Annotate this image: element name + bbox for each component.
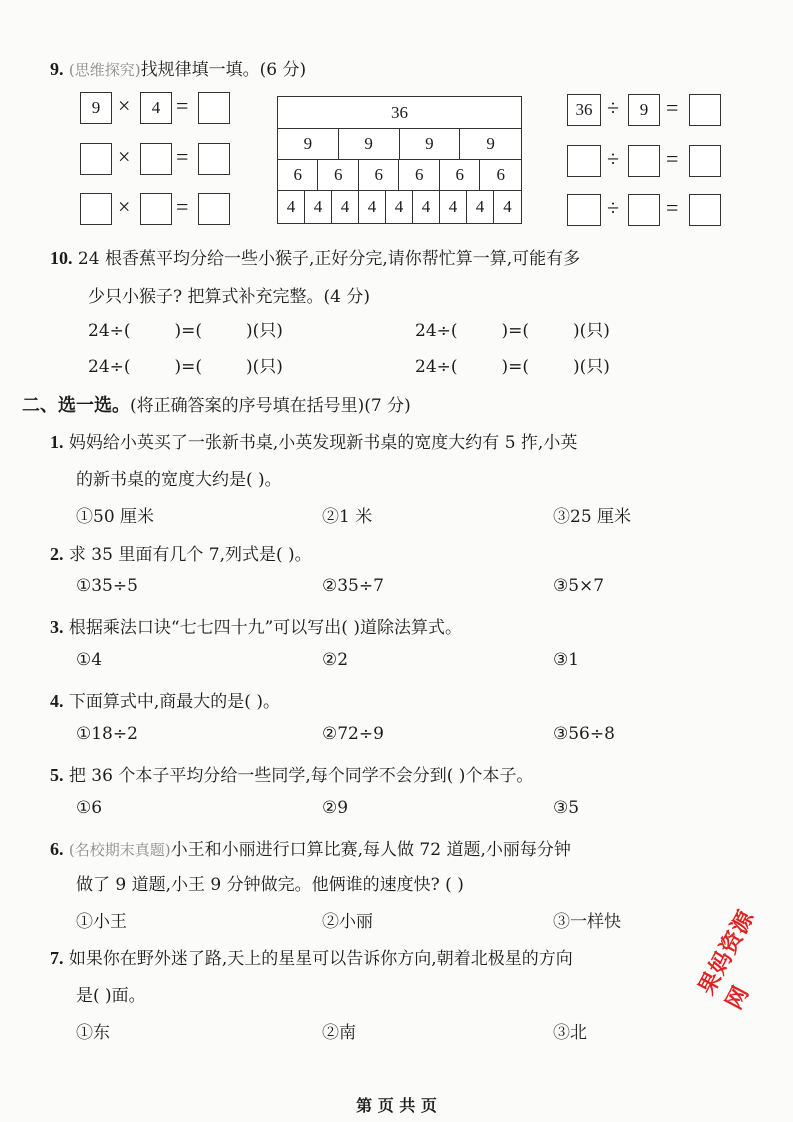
q9-table-cell: 6: [359, 160, 399, 190]
q9-header: [50, 55, 306, 80]
choice-3-option-c[interactable]: ③1: [553, 650, 580, 670]
q9-table-cell: 4: [503, 197, 512, 216]
q9-left-r3-a[interactable]: [80, 193, 112, 225]
section2-heading: [22, 391, 411, 417]
q9-left-r1-b: 4: [140, 92, 172, 124]
q9-left-r2-op: ×: [118, 144, 131, 169]
choice-2-option-b[interactable]: ②35÷7: [322, 576, 384, 596]
q9-right-r1-eq: =: [666, 95, 679, 120]
choice-6-tag: (名校期末真题): [68, 841, 171, 859]
choice-4-option-b[interactable]: ②72÷9: [322, 724, 384, 744]
q9-left-r1-eq: =: [176, 93, 189, 118]
choice-1-line2: 的新书桌的宽度大约是( )。: [76, 470, 282, 490]
choice-3-option-b[interactable]: ②2: [322, 650, 349, 670]
choice-2-option-a[interactable]: ①35÷5: [76, 576, 138, 596]
q9-table-cell: 6: [400, 160, 440, 190]
q9-right-r3-op: ÷: [607, 195, 620, 220]
q9-right-r1-op: ÷: [607, 95, 620, 120]
choice-1-option-c[interactable]: ③25 厘米: [553, 507, 632, 527]
choice-6-line1: 6. (名校期末真题)小王和小丽进行口算比赛,每人做 72 道题,小丽每分钟: [50, 839, 571, 860]
choice-4-option-c[interactable]: ③56÷8: [553, 724, 615, 744]
q9-table-row3: [278, 160, 521, 191]
q9-left-r1-answer[interactable]: [198, 92, 230, 124]
choice-1-option-a[interactable]: ①50 厘米: [76, 507, 155, 527]
q9-left-r2-a[interactable]: [80, 143, 112, 175]
q9-table-cell: 4: [305, 191, 332, 223]
q9-right-r3-answer[interactable]: [689, 194, 721, 226]
q10-text-1: 24 根香蕉平均分给一些小猴子,正好分完,请你帮忙算一算,可能有多: [77, 249, 581, 269]
q9-table-cell: 6: [440, 160, 480, 190]
q9-left-r2-b[interactable]: [140, 143, 172, 175]
choice-7-line2: 是( )面。: [76, 986, 146, 1006]
q9-number: 9.: [50, 59, 64, 79]
choice-2-line1: 2. 求 35 里面有几个 7,列式是( )。: [50, 544, 312, 565]
q9-table-cell: 4: [278, 191, 305, 223]
q9-right-r1-answer[interactable]: [689, 94, 721, 126]
choice-5-option-b[interactable]: ②9: [322, 798, 349, 818]
q9-table-cell: 4: [467, 191, 494, 223]
choice-7-option-b[interactable]: ②南: [322, 1023, 356, 1043]
q9-table-cell: 4: [440, 191, 467, 223]
section2-title: 二、选一选。: [22, 395, 130, 416]
q10-line1: [50, 244, 580, 269]
q9-text: 找规律填一填。(6 分): [140, 60, 307, 80]
q9-right-r2-b[interactable]: [628, 145, 660, 177]
q9-right-r2-answer[interactable]: [689, 145, 721, 177]
q10-number: 10.: [50, 248, 73, 268]
choice-2-option-c[interactable]: ③5×7: [553, 576, 605, 596]
q9-left-r2-eq: =: [176, 144, 189, 169]
choice-7-option-a[interactable]: ①东: [76, 1023, 110, 1043]
q9-table-cell: 6: [496, 165, 505, 184]
page-footer: 第 页 共 页: [356, 1096, 437, 1115]
q9-table-cell: 9: [400, 129, 461, 159]
q9-table-cell: 4: [332, 191, 359, 223]
choice-3-line1: 3. 根据乘法口诀“七七四十九”可以写出( )道除法算式。: [50, 617, 462, 638]
choice-7-line1: 7. 如果你在野外迷了路,天上的星星可以告诉你方向,朝着北极星的方向: [50, 948, 573, 969]
q9-table-row2: [278, 129, 521, 160]
q10-formula-2[interactable]: 24÷( )=( )(只): [415, 321, 610, 341]
q9-left-r3-op: ×: [118, 194, 131, 219]
q9-table-row4: [278, 191, 521, 223]
q9-right-r2-eq: =: [666, 146, 679, 171]
choice-6-line2: 做了 9 道题,小王 9 分钟做完。他俩谁的速度快? ( ): [76, 875, 464, 895]
q9-tag: (思维探究): [68, 61, 141, 79]
q9-table-cell: 4: [359, 191, 386, 223]
q9-right-r3-a[interactable]: [567, 194, 601, 226]
choice-6-option-a[interactable]: ①小王: [76, 912, 127, 932]
q10-formula-4[interactable]: 24÷( )=( )(只): [415, 357, 610, 377]
choice-5-line1: 5. 把 36 个本子平均分给一些同学,每个同学不会分到( )个本子。: [50, 765, 534, 786]
section2-note: (将正确答案的序号填在括号里)(7 分): [130, 396, 411, 416]
q10-text-2: 少只小猴子? 把算式补充完整。(4 分): [88, 287, 371, 307]
choice-3-option-a[interactable]: ①4: [76, 650, 103, 670]
choice-6-option-c[interactable]: ③一样快: [553, 912, 621, 932]
watermark-logo: 果妈资源网: [694, 906, 760, 1014]
q9-right-r1-b: 9: [628, 94, 660, 126]
q9-left-r1-op: ×: [118, 93, 131, 118]
q9-division-table: [277, 96, 522, 224]
q9-left-r3-eq: =: [176, 194, 189, 219]
choice-6-option-b[interactable]: ②小丽: [322, 912, 373, 932]
q9-right-r3-eq: =: [666, 195, 679, 220]
q9-left-r1-a: 9: [80, 92, 112, 124]
q9-right-r2-a[interactable]: [567, 145, 601, 177]
q9-table-cell: 4: [386, 191, 413, 223]
choice-5-option-c[interactable]: ③5: [553, 798, 580, 818]
choice-4-option-a[interactable]: ①18÷2: [76, 724, 138, 744]
q9-table-cell: 9: [339, 129, 400, 159]
q9-right-r2-op: ÷: [607, 146, 620, 171]
q9-table-total: 36: [391, 103, 408, 122]
choice-7-option-c[interactable]: ③北: [553, 1023, 587, 1043]
choice-1-line1: 1. 妈妈给小英买了一张新书桌,小英发现新书桌的宽度大约有 5 拃,小英: [50, 432, 578, 453]
q9-right-r3-b[interactable]: [628, 194, 660, 226]
q9-table-row1: [278, 97, 521, 129]
q10-formula-1[interactable]: 24÷( )=( )(只): [88, 321, 283, 341]
q9-right-r1-a: 36: [567, 94, 601, 126]
choice-4-line1: 4. 下面算式中,商最大的是( )。: [50, 691, 280, 712]
choice-1-option-b[interactable]: ②1 米: [322, 507, 373, 527]
q9-left-r3-answer[interactable]: [198, 193, 230, 225]
q9-table-cell: 9: [278, 129, 339, 159]
q9-left-r3-b[interactable]: [140, 193, 172, 225]
q9-table-cell: 6: [278, 160, 318, 190]
q9-table-cell: 6: [318, 160, 358, 190]
choice-5-option-a[interactable]: ①6: [76, 798, 103, 818]
q9-left-r2-answer[interactable]: [198, 143, 230, 175]
q10-formula-3[interactable]: 24÷( )=( )(只): [88, 357, 283, 377]
q9-table-cell: 4: [413, 191, 440, 223]
q9-table-cell: 9: [486, 134, 495, 153]
